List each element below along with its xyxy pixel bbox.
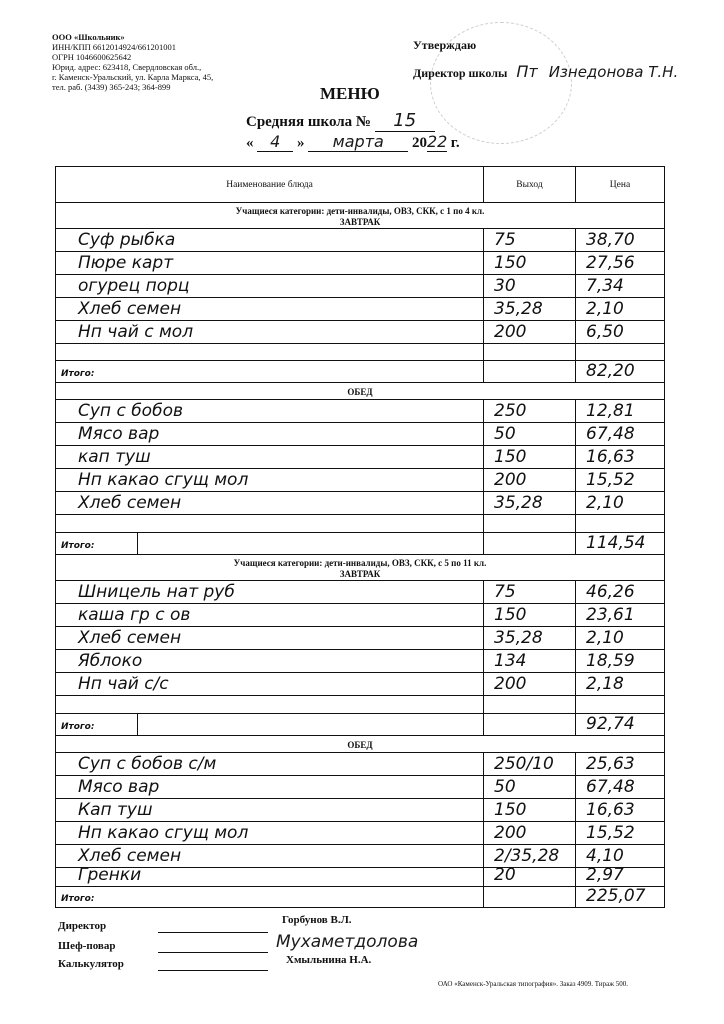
dish-out: 250/10 (494, 754, 554, 774)
table-row (56, 400, 664, 423)
table-row-empty (56, 515, 664, 533)
dish-out: 35,28 (494, 493, 543, 513)
org-address-line2: г. Каменск-Уральский, ул. Карла Маркса, 45, (52, 72, 214, 82)
total-value: 114,54 (586, 533, 646, 553)
table-row (56, 423, 664, 446)
dish-price: 46,26 (586, 582, 635, 602)
table-row (56, 492, 664, 515)
page-title: МЕНЮ (320, 84, 380, 103)
approve-director-label: Директор школы (413, 66, 508, 80)
date-year-suffix: 22 (427, 132, 448, 151)
table-row (56, 604, 664, 627)
dish-price: 18,59 (586, 651, 635, 671)
dish-out: 50 (494, 777, 516, 797)
dish-price: 2,18 (586, 674, 624, 694)
approve-director-name: Изнедонова Т.Н. (548, 63, 679, 81)
dish-name: огурец порц (78, 276, 190, 296)
table-row (56, 446, 664, 469)
sign-calc-name: Хмыльнина Н.А. (286, 954, 372, 966)
approve-label: Утверждаю (413, 38, 477, 52)
date-quote-close: » (297, 135, 305, 151)
col-name-header: Наименование блюда (56, 167, 484, 202)
dish-price: 16,63 (586, 447, 635, 467)
total-row (56, 714, 664, 736)
dish-out: 150 (494, 447, 527, 467)
dish-price: 2,10 (586, 493, 624, 513)
approve-director-line (413, 62, 678, 81)
group1-title: Учащиеся категории: дети-инвалиды, ОВЗ, СКК, с 1 по 4 кл. (235, 206, 485, 216)
table-row-empty (56, 344, 664, 361)
dish-out: 35,28 (494, 628, 543, 648)
date-month: марта (308, 132, 408, 152)
dish-price: 4,10 (586, 846, 624, 866)
total-row (56, 533, 664, 555)
dish-name: Мясо вар (78, 424, 160, 444)
date-year-prefix: 20 (412, 135, 427, 151)
total-value: 225,07 (586, 887, 646, 906)
total-row (56, 887, 664, 907)
col-out-header: Выход (484, 167, 576, 202)
group1-lunch-title: ОБЕД (56, 383, 664, 400)
dish-name: Суп с бобов с/м (78, 754, 217, 774)
dish-name: кап туш (78, 447, 151, 467)
table-row (56, 753, 664, 776)
group1-breakfast-title: ЗАВТРАК (339, 217, 381, 227)
table-row (56, 673, 664, 696)
total-label: Итого: (61, 541, 95, 551)
dish-name: Суф рыбка (78, 230, 176, 250)
table-row (56, 321, 664, 344)
date-line (246, 132, 460, 152)
dish-out: 200 (494, 470, 527, 490)
org-name: ООО «Школьник» (52, 32, 125, 42)
dish-name: Мясо вар (78, 777, 160, 797)
table-row (56, 275, 664, 298)
dish-price: 23,61 (586, 605, 635, 625)
table-row (56, 650, 664, 673)
dish-price: 2,10 (586, 628, 624, 648)
dish-name: Хлеб семен (78, 628, 182, 648)
dish-out: 200 (494, 322, 527, 342)
total-label: Итого: (61, 894, 95, 904)
org-block (52, 32, 213, 92)
org-inn: ИНН/КПП 6612014924/661201001 (52, 42, 176, 52)
dish-price: 25,63 (586, 754, 635, 774)
dish-name: каша гр с ов (78, 605, 191, 625)
dish-name: Нп чай с/с (78, 674, 169, 694)
sign-director-label: Директор (58, 920, 107, 932)
dish-price: 7,34 (586, 276, 624, 296)
table-row (56, 799, 664, 822)
dish-out: 200 (494, 823, 527, 843)
dish-name: Гренки (78, 868, 142, 885)
school-line (246, 110, 435, 132)
date-year-unit: г. (450, 135, 460, 151)
table-row (56, 298, 664, 321)
dish-out: 75 (494, 582, 516, 602)
dish-out: 134 (494, 651, 527, 671)
date-day: 4 (257, 132, 293, 152)
dish-name: Нп какао сгущ мол (78, 470, 249, 490)
dish-name: Нп чай с мол (78, 322, 194, 342)
dish-price: 2,10 (586, 299, 624, 319)
dish-price: 2,97 (586, 868, 624, 885)
dish-name: Хлеб семен (78, 493, 182, 513)
table-row (56, 627, 664, 650)
dish-out: 50 (494, 424, 516, 444)
menu-table (55, 166, 665, 908)
dish-price: 67,48 (586, 424, 635, 444)
dish-out: 250 (494, 401, 527, 421)
total-value: 82,20 (586, 361, 635, 381)
group2-title: Учащиеся категории: дети-инвалиды, ОВЗ, СКК, с 5 по 11 кл. (233, 558, 487, 568)
group2-breakfast-title: ЗАВТРАК (339, 569, 381, 579)
table-row (56, 252, 664, 275)
dish-name: Хлеб семен (78, 846, 182, 866)
dish-price: 16,63 (586, 800, 635, 820)
table-header-row (56, 167, 664, 203)
printer-footer: ОАО «Каменск-Уральская типография». Заказ 4909. Тираж 500. (438, 980, 629, 988)
dish-price: 67,48 (586, 777, 635, 797)
total-row (56, 361, 664, 383)
table-row-empty (56, 696, 664, 714)
org-ogrn: ОГРН 1046600625642 (52, 52, 132, 62)
dish-name: Шницель нат руб (78, 582, 235, 602)
dish-out: 75 (494, 230, 516, 250)
dish-out: 200 (494, 674, 527, 694)
dish-price: 6,50 (586, 322, 624, 342)
dish-name: Яблоко (78, 651, 143, 671)
table-row (56, 822, 664, 845)
group2-lunch-title: ОБЕД (56, 736, 664, 753)
table-row (56, 868, 664, 887)
table-row (56, 229, 664, 252)
total-label: Итого: (61, 722, 95, 732)
dish-price: 12,81 (586, 401, 635, 421)
group1-header (56, 203, 664, 229)
dish-price: 15,52 (586, 823, 635, 843)
dish-name: Суп с бобов (78, 401, 183, 421)
dish-name: Хлеб семен (78, 299, 182, 319)
dish-name: Пюре карт (78, 253, 174, 273)
dish-name: Кап туш (78, 800, 153, 820)
table-row (56, 469, 664, 492)
dish-out: 2/35,28 (494, 846, 560, 866)
dish-price: 38,70 (586, 230, 635, 250)
sign-director-name: Горбунов В.Л. (282, 914, 352, 926)
group2-header (56, 555, 664, 581)
col-price-header: Цена (609, 179, 631, 190)
org-address-line1: Юрид. адрес: 623418, Свердловская обл., (52, 62, 202, 72)
total-value: 92,74 (586, 714, 635, 734)
dish-out: 35,28 (494, 299, 543, 319)
dish-out: 150 (494, 605, 527, 625)
school-number: 15 (375, 110, 435, 132)
table-row (56, 776, 664, 799)
dish-out: 20 (494, 868, 516, 885)
dish-name: Нп какао сгущ мол (78, 823, 249, 843)
date-quote-open: « (246, 135, 254, 151)
table-row (56, 845, 664, 868)
sign-calc-label: Калькулятор (58, 958, 124, 970)
dish-price: 15,52 (586, 470, 635, 490)
total-label: Итого: (61, 369, 95, 379)
dish-out: 30 (494, 276, 516, 296)
school-label: Средняя школа № (246, 114, 371, 130)
dish-price: 27,56 (586, 253, 635, 273)
dish-out: 150 (494, 253, 527, 273)
approve-signature: Пт (516, 62, 538, 81)
dish-out: 150 (494, 800, 527, 820)
org-phone: тел. раб. (3439) 365-243; 364-899 (52, 82, 171, 92)
sign-chef-label: Шеф-повар (58, 940, 116, 952)
sign-chef-name: Мухаметдолова (276, 932, 419, 952)
table-row (56, 581, 664, 604)
